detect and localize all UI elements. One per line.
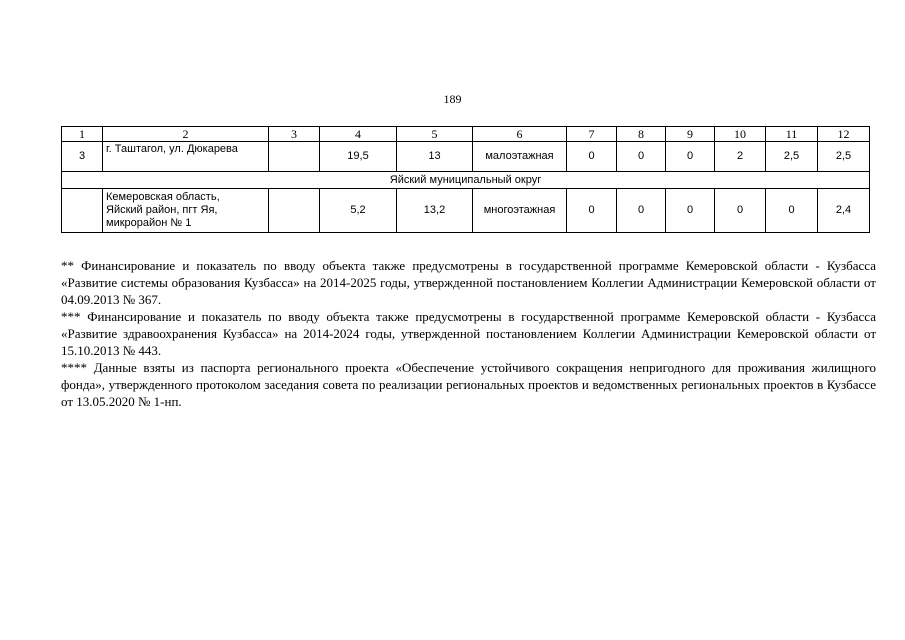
table-cell: 0	[666, 142, 715, 172]
header-cell: 5	[397, 127, 473, 142]
header-cell: 2	[103, 127, 269, 142]
header-cell: 3	[269, 127, 320, 142]
footnote-healthcare: *** Финансирование и показатель по вводу объекта также предусмотрены в государственной программе Кемеровской области - Кузбасса «Развитие здравоохранения Кузбасса» на 2014-2024 годы, утвержденной постановлением Коллегии Администрации Кемеровской области от 15.10.2013 № 443.	[61, 309, 876, 358]
footnotes	[61, 257, 876, 410]
table-cell: 0	[617, 142, 666, 172]
table-cell: 2,4	[818, 189, 870, 233]
table-cell: 0	[715, 189, 766, 233]
table-cell: 0	[766, 189, 818, 233]
header-cell: 9	[666, 127, 715, 142]
header-cell: 11	[766, 127, 818, 142]
header-cell: 4	[320, 127, 397, 142]
table-cell: 2	[715, 142, 766, 172]
table-cell: 5,2	[320, 189, 397, 233]
table-cell: 2,5	[766, 142, 818, 172]
address-cell: Кемеровская область, Яйский район, пгт Яя, микрорайон № 1	[103, 189, 269, 233]
table-cell	[62, 189, 103, 233]
table-cell: 19,5	[320, 142, 397, 172]
table-cell	[269, 189, 320, 233]
header-cell: 8	[617, 127, 666, 142]
footnote-housing: **** Данные взяты из паспорта регионального проекта «Обеспечение устойчивого сокращения непригодного для проживания жилищного фонда», утвержденного протоколом заседания совета по реализации региональных проектов и ведомственных региональных проектов в Кузбассе от 13.05.2020 № 1-нп.	[61, 360, 876, 409]
table-cell: 3	[62, 142, 103, 172]
table-row	[62, 189, 870, 233]
header-cell: 1	[62, 127, 103, 142]
section-row	[62, 172, 870, 189]
page-number: 189	[443, 92, 462, 106]
header-cell: 10	[715, 127, 766, 142]
header-cell: 12	[818, 127, 870, 142]
table-cell: 13	[397, 142, 473, 172]
table-cell: 0	[567, 142, 617, 172]
header-cell: 7	[567, 127, 617, 142]
address-cell: г. Таштагол, ул. Дюкарева	[103, 142, 269, 172]
table-cell: многоэтажная	[473, 189, 567, 233]
table-header-row	[62, 127, 870, 142]
header-cell: 6	[473, 127, 567, 142]
section-title: Яйский муниципальный округ	[62, 172, 870, 189]
table-cell: 0	[567, 189, 617, 233]
table-row	[62, 142, 870, 172]
table-cell: 0	[617, 189, 666, 233]
table-cell: 0	[666, 189, 715, 233]
table-cell: 13,2	[397, 189, 473, 233]
table-cell: малоэтажная	[473, 142, 567, 172]
footnote-education: ** Финансирование и показатель по вводу объекта также предусмотрены в государственной программе Кемеровской области - Кузбасса «Развитие системы образования Кузбасса» на 2014-2025 годы, утвержденной постановлением Коллегии Администрации Кемеровской области от 04.09.2013 № 367.	[61, 258, 876, 307]
table-cell	[269, 142, 320, 172]
data-table	[61, 126, 870, 233]
table-cell: 2,5	[818, 142, 870, 172]
